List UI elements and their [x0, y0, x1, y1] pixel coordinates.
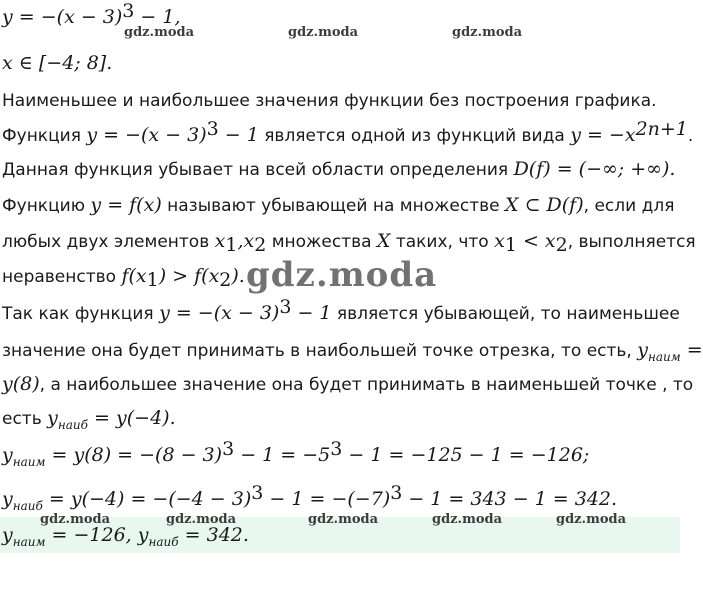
subscript: 2 [219, 269, 232, 291]
domain-interval [2, 52, 112, 75]
formula: − 1 = 343 − 1 = 342. [402, 488, 618, 510]
formula: y = −x [570, 124, 636, 146]
formula: y [2, 524, 13, 546]
formula: y [47, 407, 58, 429]
text: , выполняется [567, 232, 696, 252]
text: Функцию [2, 196, 91, 216]
text: является убывающей, то наименьшее [331, 304, 680, 324]
heading-text: Наименьшее и наибольшее значения функции без построения графика. [2, 91, 657, 111]
text: таких, что [390, 232, 495, 252]
formula: y(8) [2, 373, 40, 395]
reasoning-line-3 [2, 373, 693, 396]
exponent: 3 [206, 118, 219, 140]
inequality-line [2, 265, 245, 291]
formula: = 342. [178, 524, 249, 546]
formula: X [376, 230, 391, 252]
formula: x [494, 230, 505, 252]
formula: = y(−4) = −(−4 − 3) [42, 488, 252, 510]
definition-line-1 [2, 194, 674, 217]
watermark: gdz.moda [40, 512, 111, 527]
exponent: 3 [222, 438, 235, 460]
subscript: наим [12, 455, 46, 469]
watermark: gdz.moda [308, 512, 379, 527]
task-heading [2, 90, 657, 112]
formula: < x [516, 230, 556, 252]
formula: − 1 [218, 124, 259, 146]
exponent: 3 [122, 0, 135, 22]
formula: − 1 = −125 − 1 = −126; [342, 444, 590, 466]
text: является одной из функций вида [258, 126, 571, 146]
text: Данная функция убывает на всей области определения [2, 160, 514, 180]
exponent: 3 [279, 296, 292, 318]
formula: f(x [121, 265, 147, 287]
formula: − 1 = −5 [234, 444, 331, 466]
formula: = y(8) = −(8 − 3) [45, 444, 223, 466]
definition-line-2 [2, 230, 696, 256]
formula: = −126, y [45, 524, 149, 546]
max-calculation [2, 482, 618, 513]
formula: y = −(x − 3) [2, 6, 123, 28]
subscript: 1 [146, 269, 159, 291]
function-type-line [2, 118, 694, 147]
text: значение она будет принимать в наибольшей точке отрезка, то есть, [2, 341, 638, 361]
watermark: gdz.moda [556, 512, 627, 527]
formula-tail: − 1, [134, 6, 181, 28]
formula: X ⊂ D(f) [505, 194, 584, 216]
subscript: наим [647, 350, 681, 364]
text: , а наибольшее значение она будет принимать в наименьшей точке , то [39, 375, 694, 395]
text: множества [266, 232, 377, 252]
watermark: gdz.moda [432, 512, 503, 527]
interval: x ∈ [−4; 8]. [2, 52, 113, 74]
formula: y = f(x) [90, 194, 162, 216]
text: неравенство [2, 267, 122, 287]
watermark: gdz.moda [452, 25, 523, 40]
watermark: gdz.moda [288, 25, 359, 40]
reasoning-line-2 [2, 339, 703, 363]
formula: y [2, 444, 13, 466]
formula: x [214, 230, 226, 252]
formula: D(f) = (−∞; +∞). [513, 158, 676, 180]
min-calculation [2, 438, 590, 469]
text: . [687, 126, 694, 146]
reasoning-line-1 [2, 296, 680, 325]
subscript: 1 [504, 234, 517, 256]
formula: y [637, 339, 648, 361]
exponent: 3 [330, 438, 343, 460]
subscript: наиб [148, 535, 179, 549]
formula: y [2, 488, 13, 510]
exponent: 3 [390, 482, 403, 504]
formula: − 1 = −(−7) [263, 488, 391, 510]
subscript: наиб [12, 499, 43, 513]
decreasing-statement [2, 158, 675, 181]
watermark: gdz.moda [166, 512, 237, 527]
text: Функция [2, 126, 87, 146]
formula: = [680, 339, 703, 361]
formula: = y(−4). [88, 407, 176, 429]
watermark-large: gdz.moda [246, 255, 438, 295]
watermark: gdz.moda [124, 25, 195, 40]
formula: − 1 [291, 302, 332, 324]
exponent: 3 [251, 482, 264, 504]
subscript: 2 [254, 234, 267, 256]
answer-line [2, 524, 249, 548]
text: Так как функция [2, 304, 160, 324]
text: есть [2, 409, 48, 429]
text: называют убывающей на множестве [161, 196, 506, 216]
subscript: 2 [555, 234, 568, 256]
formula: ,x [237, 230, 255, 252]
exponent: 2n+1 [635, 118, 688, 140]
reasoning-line-4 [2, 407, 176, 431]
formula: ). [231, 265, 245, 287]
formula: y = −(x − 3) [86, 124, 207, 146]
subscript: 1 [225, 234, 238, 256]
formula: y = −(x − 3) [159, 302, 280, 324]
subscript: наиб [57, 418, 88, 432]
text: , если для [583, 196, 675, 216]
formula: ) > f(x [158, 265, 220, 287]
subscript: наим [12, 535, 46, 549]
text: любых двух элементов [2, 232, 215, 252]
